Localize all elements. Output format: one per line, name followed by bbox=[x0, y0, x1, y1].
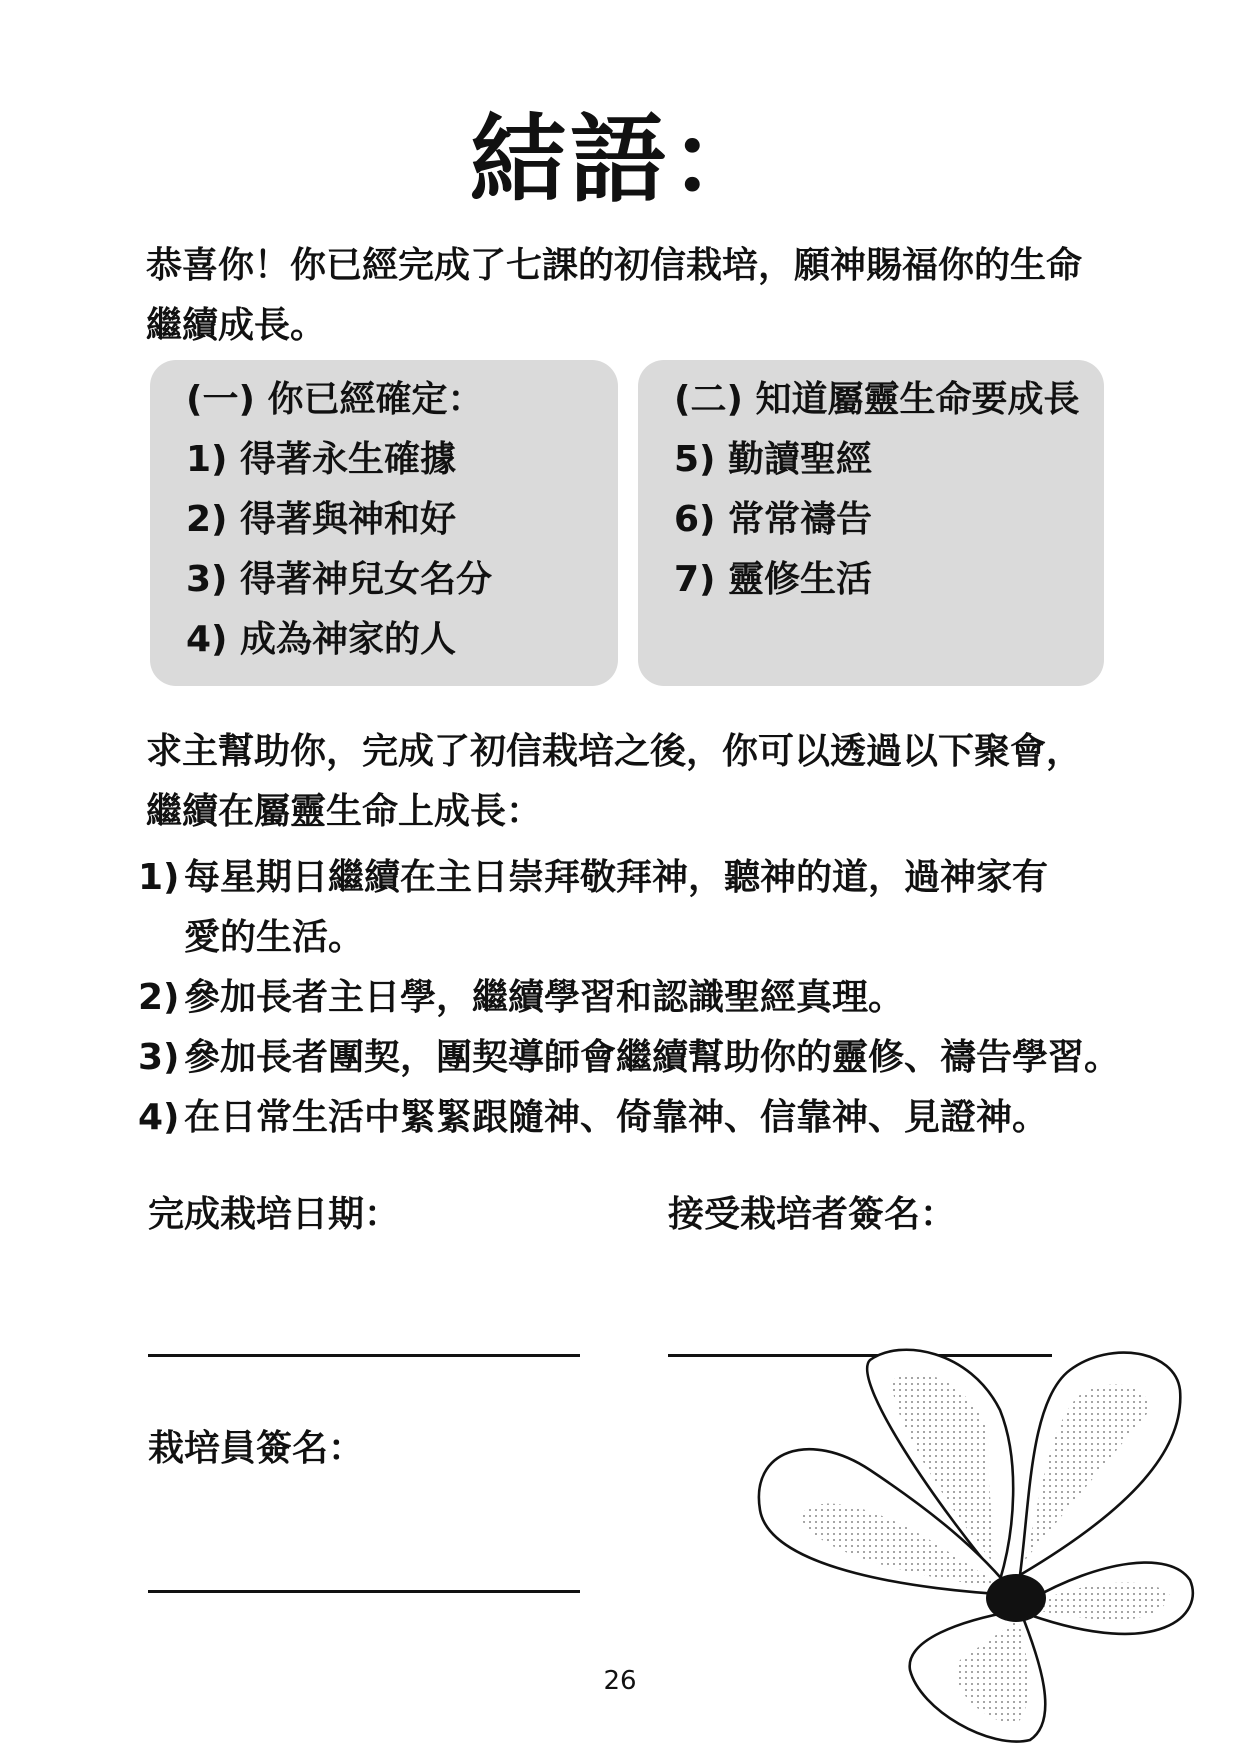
list-item-number: 1) bbox=[138, 857, 180, 898]
box-confirmed-heading: (一) 你已經確定： bbox=[186, 379, 484, 420]
flower-center bbox=[986, 1574, 1046, 1622]
page-number: 26 bbox=[603, 1666, 637, 1696]
completion-date-line bbox=[148, 1354, 580, 1357]
box-confirmed-item: 1) 得著永生確據 bbox=[186, 439, 457, 480]
box-growth-item: 7) 靈修生活 bbox=[674, 559, 873, 600]
followup-line-2: 繼續在屬靈生命上成長： bbox=[146, 791, 543, 832]
box-growth-item: 5) 勤讀聖經 bbox=[674, 439, 873, 480]
box-confirmed-item: 2) 得著與神和好 bbox=[186, 499, 457, 540]
list-item-number: 4) bbox=[138, 1097, 180, 1138]
list-item-text: 參加長者主日學，繼續學習和認識聖經真理。 bbox=[184, 977, 905, 1018]
list-item-text: 在日常生活中緊緊跟隨神、倚靠神、信靠神、見證神。 bbox=[184, 1097, 1049, 1138]
completion-date-label: 完成栽培日期： bbox=[148, 1194, 401, 1235]
list-item-number: 3) bbox=[138, 1037, 180, 1078]
intro-line-1: 恭喜你！你已經完成了七課的初信栽培，願神賜福你的生命 bbox=[146, 245, 1083, 286]
trainer-signature-line bbox=[148, 1590, 580, 1593]
intro-line-2: 繼續成長。 bbox=[146, 305, 327, 346]
box-growth-item: 6) 常常禱告 bbox=[674, 499, 873, 540]
list-item-text: 參加長者團契，團契導師會繼續幫助你的靈修、禱告學習。 bbox=[184, 1037, 1121, 1078]
trainee-signature-label: 接受栽培者簽名： bbox=[668, 1194, 957, 1235]
followup-line-1: 求主幫助你，完成了初信栽培之後，你可以透過以下聚會， bbox=[146, 731, 1083, 772]
list-item-text: 每星期日繼續在主日崇拜敬拜神，聽神的道，過神家有 bbox=[184, 857, 1049, 898]
box-confirmed bbox=[150, 360, 618, 686]
list-item-number: 2) bbox=[138, 977, 180, 1018]
box-confirmed-item: 4) 成為神家的人 bbox=[186, 619, 457, 660]
trainer-signature-label: 栽培員簽名： bbox=[148, 1428, 365, 1469]
box-confirmed-item: 3) 得著神兒女名分 bbox=[186, 559, 493, 600]
page-title: 結語： bbox=[470, 104, 770, 216]
list-item-text: 愛的生活。 bbox=[184, 917, 365, 958]
box-growth-heading: (二) 知道屬靈生命要成長 bbox=[674, 379, 1080, 420]
box-growth bbox=[638, 360, 1104, 686]
